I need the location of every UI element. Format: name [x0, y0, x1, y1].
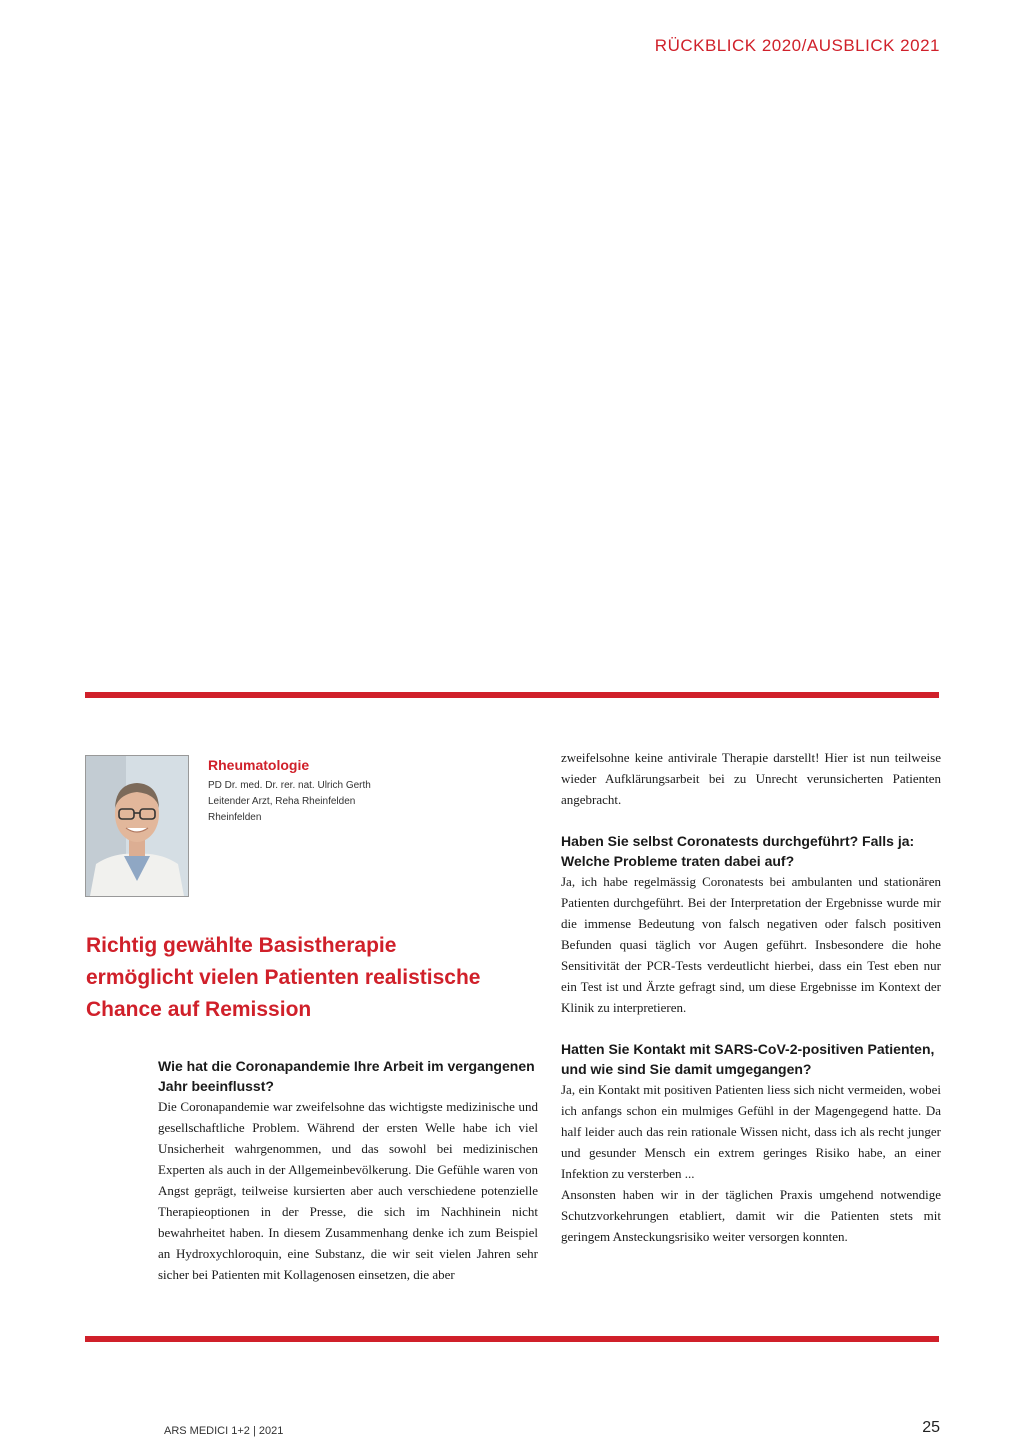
- headline-line-2: ermöglicht vielen Patienten realistische: [86, 966, 481, 989]
- headline-line-3: Chance auf Remission: [86, 998, 312, 1021]
- author-location: Rheinfelden: [208, 812, 262, 823]
- answer-3: Ja, ein Kontakt mit positiven Patienten liess sich nicht vermeiden, wobei ich anfangs schon ein mulmiges Gefühl in der Magengegend hatte. Da half leider auch das rein rationale Wissen nicht, dass ich als recht junger und gesunder Mensch ein extrem geringes Risiko habe, an einer Infektion zu versterben ...: [561, 1082, 941, 1181]
- department-label: Rheumatologie: [208, 757, 310, 773]
- top-divider: [85, 692, 939, 698]
- publication-footer: ARS MEDICI 1+2 | 2021: [164, 1425, 284, 1437]
- author-name: PD Dr. med. Dr. rer. nat. Ulrich Gerth: [208, 780, 371, 791]
- author-byline: [208, 757, 508, 826]
- question-1: Wie hat die Coronapandemie Ihre Arbeit im vergangenen Jahr beeinflusst?: [158, 1058, 535, 1094]
- page-number: 25: [922, 1419, 940, 1436]
- article-column-right: [561, 747, 941, 1247]
- article-headline: [86, 930, 526, 1026]
- article-column-left: [158, 1056, 538, 1285]
- running-head: RÜCKBLICK 2020/AUSBLICK 2021: [654, 36, 940, 55]
- author-portrait: [85, 755, 189, 897]
- headline-line-1: Richtig gewählte Basistherapie: [86, 934, 397, 957]
- question-2: Haben Sie selbst Coronatests durchgeführt? Falls ja: Welche Probleme traten dabei auf?: [561, 833, 915, 869]
- answer-3-continued: Ansonsten haben wir in der täglichen Praxis umgehend notwendige Schutzvorkehrungen etabliert, damit wir die Patienten stets mit geringem Ansteckungsrisiko weiter versorgen konnten.: [561, 1187, 941, 1244]
- author-position: Leitender Arzt, Reha Rheinfelden: [208, 796, 356, 807]
- bottom-divider: [85, 1336, 939, 1342]
- answer-1: Die Coronapandemie war zweifelsohne das wichtigste medizinische und gesellschaftliche Problem. Während der ersten Welle habe ich viel Unsicherheit wahrgenommen, und das sowohl bei medizinischen Experten als auch in der Allgemeinbevölkerung. Die Gefühle waren von Angst geprägt, teilweise kursierten aber auch verschiedene potenzielle Therapieoptionen in der Presse, die sich im Nachhinein nicht bewahrheitet haben. In diesem Zusammenhang denke ich zum Beispiel an Hydroxychloroquin, eine Substanz, die wir seit vielen Jahren sehr sicher bei Patienten mit Kollagenosen einsetzen, die aber: [158, 1099, 538, 1282]
- question-3: Hatten Sie Kontakt mit SARS-CoV-2-positiven Patienten, und wie sind Sie damit umgegangen?: [561, 1041, 935, 1077]
- answer-2: Ja, ich habe regelmässig Coronatests bei ambulanten und stationären Patienten durchgeführt. Bei der Interpretation der Ergebnisse wurde mir die immense Bedeutung von falsch negativen oder falsch positiven Befunden quasi täglich vor Augen geführt. Insbesondere die hohe Sensitivität der PCR-Tests verdeutlicht hierbei, dass ein Test eben nur ein Test ist und Ärzte gefragt sind, um diese Ergebnisse im Kontext der Klinik zu interpretieren.: [561, 874, 941, 1015]
- portrait-image: [86, 756, 188, 896]
- answer-1-continued: zweifelsohne keine antivirale Therapie darstellt! Hier ist nun teilweise wieder Aufklärungsarbeit bei zu Unrecht verunsicherten Patienten angebracht.: [561, 750, 941, 807]
